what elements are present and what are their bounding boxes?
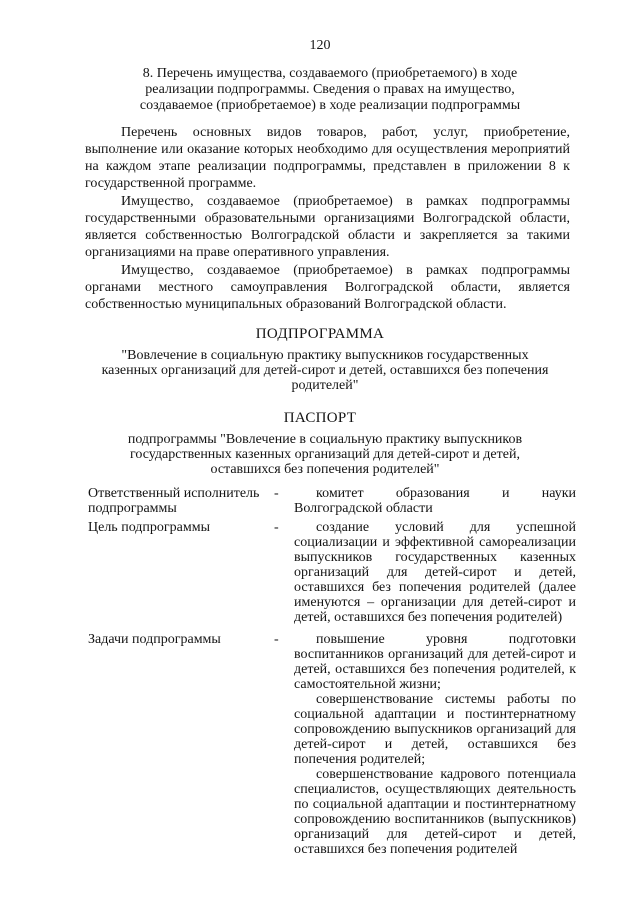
value-paragraph: повышение уровня подготовки воспитанников организаций для детей-сирот и детей, оставшихся без попечения родителей, к самостоятельной жизни;	[294, 632, 576, 692]
subprogram-heading: ПОДПРОГРАММА	[255, 326, 385, 342]
passport-row-executor	[88, 486, 576, 516]
page-number: 120	[309, 38, 331, 53]
subprogram-title: "Вовлечение в социальную практику выпускников государственных казенных организаций для детей-сирот и детей, оставшихся без попечения родителей"	[101, 348, 549, 393]
row-value	[294, 632, 576, 857]
row-label: Задачи подпрограммы	[88, 632, 221, 647]
section-title: 8. Перечень имущества, создаваемого (приобретаемого) в ходе реализации подпрограммы. Сведения о правах на имущество, создаваемое (приобретаемое) в ходе реализации подпрограммы	[139, 66, 521, 113]
row-label: Цель подпрограммы	[88, 520, 210, 535]
passport-subtitle: подпрограммы "Вовлечение в социальную практику выпускников государственных казенных организаций для детей-сирот и детей, оставшихся без попечения родителей"	[127, 432, 523, 477]
passport-row-tasks	[88, 632, 576, 862]
row-dash: -	[274, 632, 279, 647]
paragraph: Перечень основных видов товаров, работ, услуг, приобретение, выполнение или оказание которых необходимо для осуществления мероприятий на каждом этапе реализации подпрограммы, представлен в приложении 8 к государственной программе.	[85, 125, 570, 191]
row-dash: -	[274, 486, 279, 501]
row-dash: -	[274, 520, 279, 535]
paragraph: Имущество, создаваемое (приобретаемое) в рамках подпрограммы органами местного самоуправления Волгоградской области, является собственностью муниципальных образований Волгоградской области.	[85, 263, 570, 312]
value-paragraph: совершенствование кадрового потенциала специалистов, осуществляющих деятельность по социальной адаптации и постинтернатному сопровождению воспитанников (выпускников) организаций для детей-сирот и детей, оставшихся без попечения родителей	[294, 767, 576, 857]
value-paragraph: создание условий для успешной социализации и эффективной самореализации выпускников государственных казенных организаций для детей-сирот и детей, оставшихся без попечения родителей (далее именуются – организации для детей-сирот и детей, оставшихся без попечения родителей)	[294, 520, 576, 625]
passport-heading: ПАСПОРТ	[283, 410, 357, 426]
value-paragraph: совершенствование системы работы по социальной адаптации и постинтернатному сопровождению выпускников организаций для детей-сирот и детей, оставшихся без попечения родителей;	[294, 692, 576, 767]
paragraph: Имущество, создаваемое (приобретаемое) в рамках подпрограммы государственными образовательными организациями Волгоградской области, является собственностью Волгоградской области и закрепляется за такими организациями на праве оперативного управления.	[85, 194, 570, 260]
value-paragraph: комитет образования и науки Волгоградской области	[294, 486, 576, 516]
passport-row-goal	[88, 520, 576, 630]
row-value	[294, 520, 576, 625]
row-value	[294, 486, 576, 516]
row-label: Ответственный исполнитель подпрограммы	[88, 486, 260, 516]
